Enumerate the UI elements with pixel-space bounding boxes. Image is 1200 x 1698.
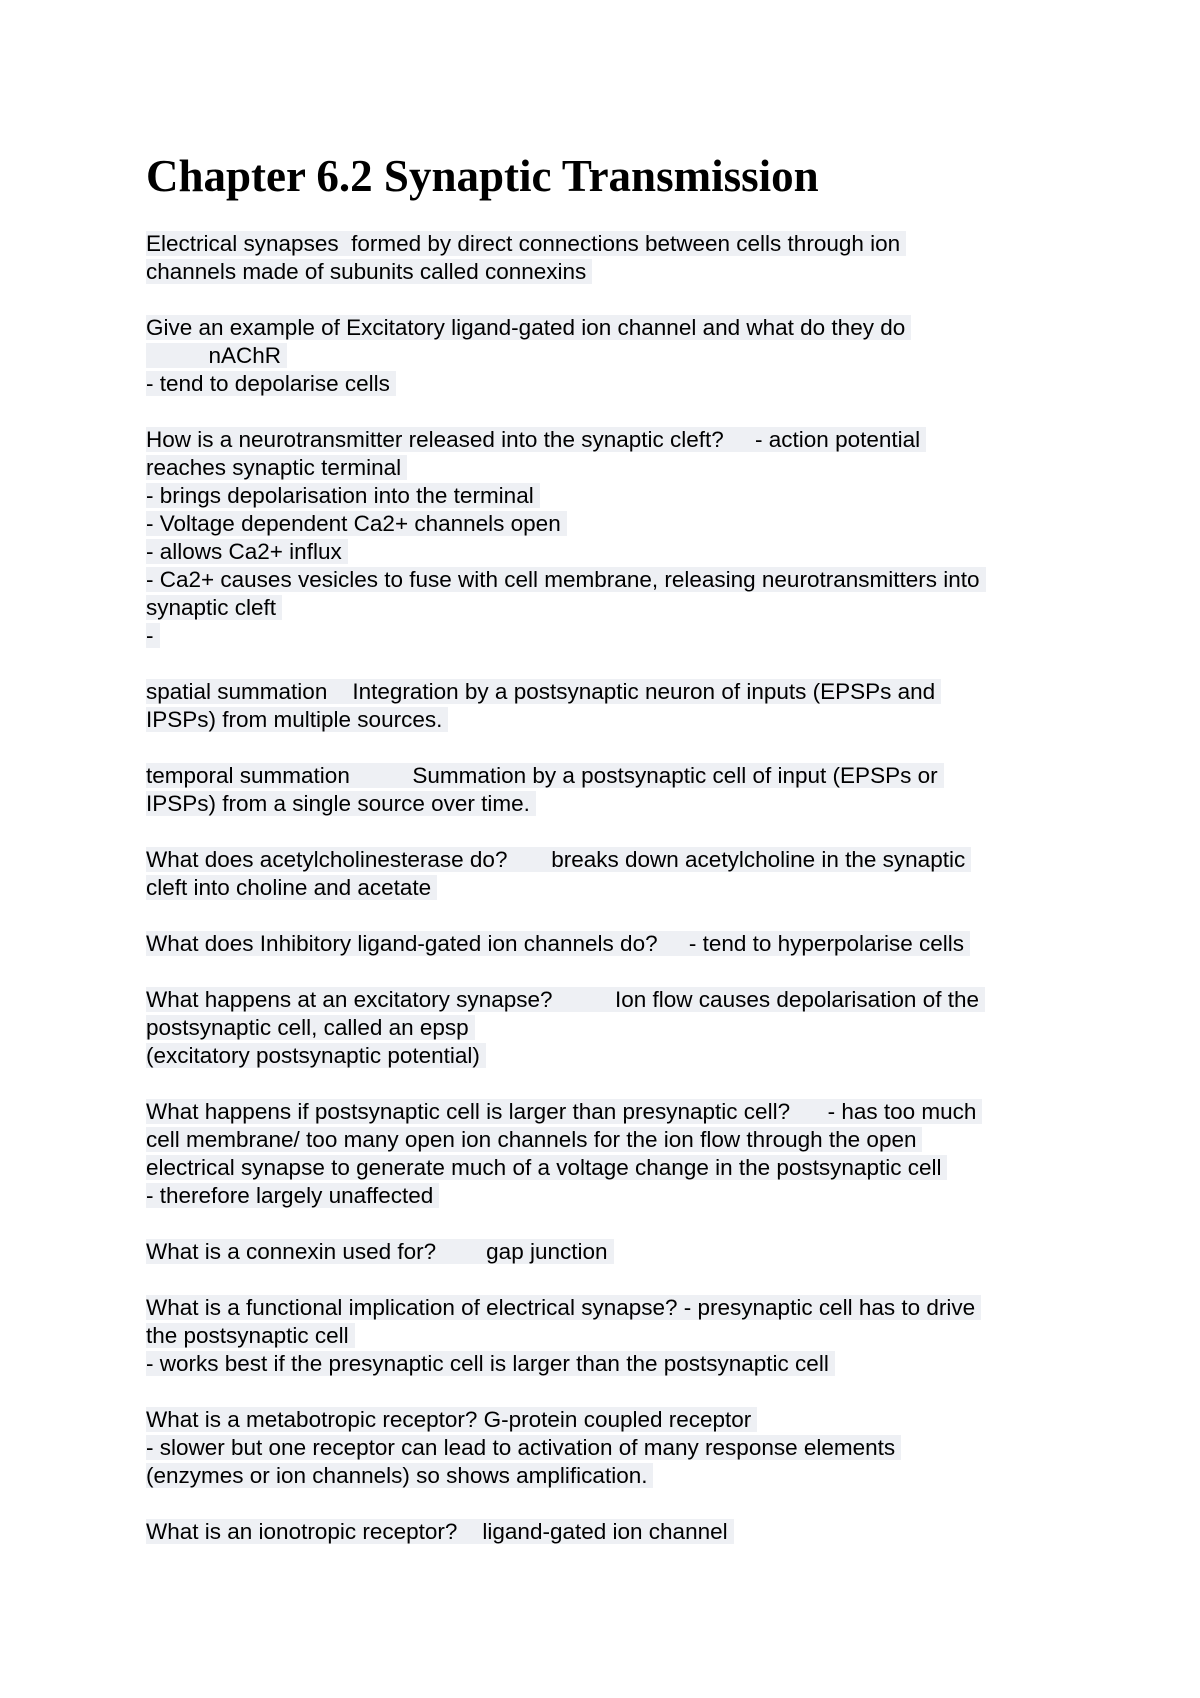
text-line bbox=[146, 426, 1086, 454]
text-line bbox=[146, 846, 1086, 874]
text-line bbox=[146, 230, 1086, 258]
text-line-content: What is a connexin used for? gap junction bbox=[146, 1239, 614, 1264]
text-line bbox=[146, 482, 1086, 510]
text-line bbox=[146, 1182, 1086, 1210]
text-line bbox=[146, 1014, 1086, 1042]
qa-block bbox=[146, 1294, 1086, 1378]
text-line bbox=[146, 930, 1086, 958]
qa-block bbox=[146, 1518, 1086, 1546]
text-line-content: reaches synaptic terminal bbox=[146, 455, 407, 480]
text-line-content: What does Inhibitory ligand-gated ion channels do? - tend to hyperpolarise cells bbox=[146, 931, 970, 956]
qa-block bbox=[146, 314, 1086, 398]
text-line-content: - allows Ca2+ influx bbox=[146, 539, 348, 564]
qa-block bbox=[146, 846, 1086, 902]
text-line bbox=[146, 538, 1086, 566]
text-line bbox=[146, 594, 1086, 622]
text-line bbox=[146, 1322, 1086, 1350]
text-line-content: cleft into choline and acetate bbox=[146, 875, 437, 900]
text-line bbox=[146, 622, 1086, 650]
text-line-content: synaptic cleft bbox=[146, 595, 282, 620]
text-line-content: How is a neurotransmitter released into the synaptic cleft? - action potential bbox=[146, 427, 926, 452]
text-line bbox=[146, 986, 1086, 1014]
text-line-content: (enzymes or ion channels) so shows amplification. bbox=[146, 1463, 653, 1488]
text-line-content: IPSPs) from a single source over time. bbox=[146, 791, 536, 816]
text-line bbox=[146, 454, 1086, 482]
text-line bbox=[146, 678, 1086, 706]
document-body bbox=[146, 230, 1086, 1574]
text-line-content: nAChR bbox=[146, 343, 287, 368]
document-title: Chapter 6.2 Synaptic Transmission bbox=[146, 151, 819, 201]
text-line bbox=[146, 1518, 1086, 1546]
text-line bbox=[146, 510, 1086, 538]
qa-block bbox=[146, 426, 1086, 650]
text-line-content: - Ca2+ causes vesicles to fuse with cell membrane, releasing neurotransmitters into bbox=[146, 567, 986, 592]
qa-block bbox=[146, 1238, 1086, 1266]
text-line bbox=[146, 790, 1086, 818]
text-line-content: What is a functional implication of electrical synapse? - presynaptic cell has to drive bbox=[146, 1295, 981, 1320]
qa-block bbox=[146, 1098, 1086, 1210]
text-line-content: - slower but one receptor can lead to activation of many response elements bbox=[146, 1435, 901, 1460]
text-line bbox=[146, 706, 1086, 734]
text-line bbox=[146, 1462, 1086, 1490]
text-line bbox=[146, 342, 1086, 370]
text-line-content: Electrical synapses formed by direct connections between cells through ion bbox=[146, 231, 906, 256]
text-line bbox=[146, 1238, 1086, 1266]
text-line-content: What happens at an excitatory synapse? Ion flow causes depolarisation of the bbox=[146, 987, 985, 1012]
text-line bbox=[146, 370, 1086, 398]
text-line-content: cell membrane/ too many open ion channels for the ion flow through the open bbox=[146, 1127, 922, 1152]
qa-block bbox=[146, 678, 1086, 734]
text-line bbox=[146, 874, 1086, 902]
text-line bbox=[146, 1434, 1086, 1462]
text-line-content: - bbox=[146, 623, 160, 648]
text-line bbox=[146, 1350, 1086, 1378]
text-line bbox=[146, 566, 1086, 594]
text-line bbox=[146, 1126, 1086, 1154]
qa-block bbox=[146, 762, 1086, 818]
text-line bbox=[146, 1154, 1086, 1182]
text-line-content: IPSPs) from multiple sources. bbox=[146, 707, 448, 732]
qa-block bbox=[146, 930, 1086, 958]
text-line-content: - brings depolarisation into the terminal bbox=[146, 483, 540, 508]
text-line bbox=[146, 1294, 1086, 1322]
text-line-content: electrical synapse to generate much of a voltage change in the postsynaptic cell bbox=[146, 1155, 947, 1180]
text-line bbox=[146, 762, 1086, 790]
text-line-content: - tend to depolarise cells bbox=[146, 371, 396, 396]
text-line-content: - Voltage dependent Ca2+ channels open bbox=[146, 511, 567, 536]
text-line bbox=[146, 258, 1086, 286]
qa-block bbox=[146, 1406, 1086, 1490]
text-line-content: spatial summation Integration by a postsynaptic neuron of inputs (EPSPs and bbox=[146, 679, 941, 704]
text-line-content: - therefore largely unaffected bbox=[146, 1183, 439, 1208]
text-line-content: What happens if postsynaptic cell is larger than presynaptic cell? - has too much bbox=[146, 1099, 982, 1124]
text-line-content: - works best if the presynaptic cell is larger than the postsynaptic cell bbox=[146, 1351, 835, 1376]
text-line bbox=[146, 314, 1086, 342]
text-line-content: (excitatory postsynaptic potential) bbox=[146, 1043, 486, 1068]
text-line-content: postsynaptic cell, called an epsp bbox=[146, 1015, 475, 1040]
text-line-content: What does acetylcholinesterase do? breaks down acetylcholine in the synaptic bbox=[146, 847, 971, 872]
text-line-content: Give an example of Excitatory ligand-gated ion channel and what do they do bbox=[146, 315, 911, 340]
text-line bbox=[146, 1406, 1086, 1434]
text-line-content: channels made of subunits called connexins bbox=[146, 259, 592, 284]
text-line-content: the postsynaptic cell bbox=[146, 1323, 355, 1348]
qa-block bbox=[146, 986, 1086, 1070]
text-line bbox=[146, 1098, 1086, 1126]
qa-block bbox=[146, 230, 1086, 286]
text-line-content: What is a metabotropic receptor? G-protein coupled receptor bbox=[146, 1407, 757, 1432]
text-line-content: What is an ionotropic receptor? ligand-gated ion channel bbox=[146, 1519, 734, 1544]
text-line bbox=[146, 1042, 1086, 1070]
text-line-content: temporal summation Summation by a postsynaptic cell of input (EPSPs or bbox=[146, 763, 944, 788]
